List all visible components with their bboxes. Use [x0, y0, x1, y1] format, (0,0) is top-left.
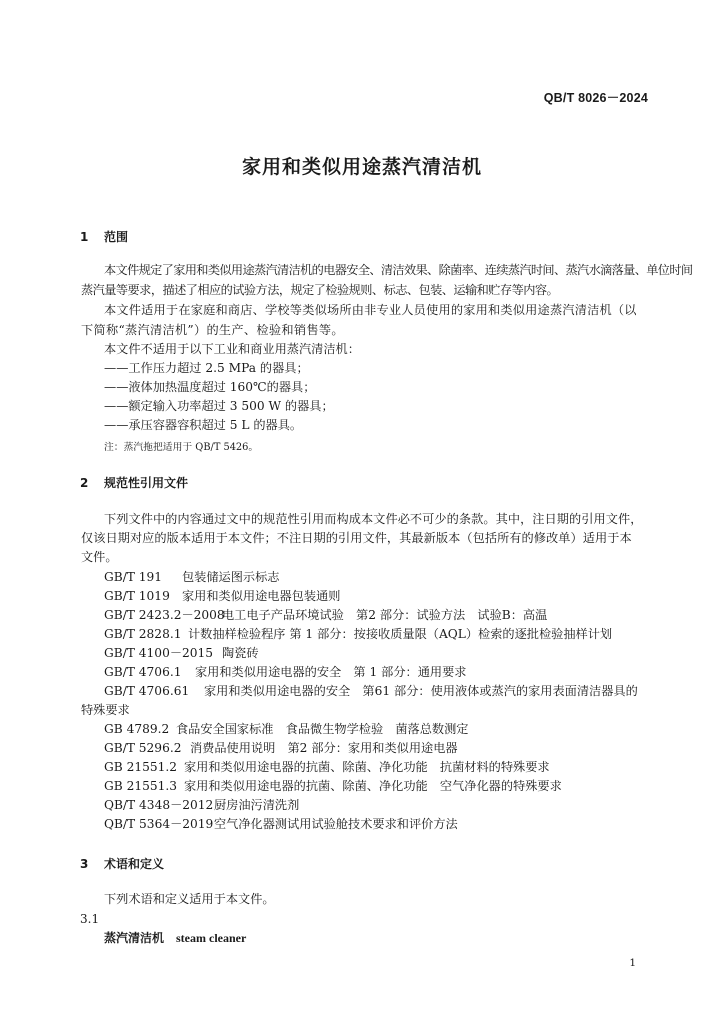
reference-item-continuation [81, 704, 130, 716]
reference-title: 计数抽样检验程序 第 1 部分：按接收质量限（AQL）检索的逐批检验抽样计划 [188, 627, 613, 641]
reference-code: GB 4789.2 [104, 722, 170, 736]
reference-item [104, 666, 466, 678]
reference-title: 厨房油污清洗剂 [214, 798, 300, 812]
section-2-heading [80, 474, 188, 491]
references-intro-line-1: 下列文件中的内容通过文中的规范性引用而构成本文件必不可少的条款。其中，注日期的引用文件， [104, 512, 643, 526]
term-chinese: 蒸汽清洁机 [104, 931, 165, 945]
term-entry [104, 929, 246, 946]
reference-code: GB/T 4706.1 [104, 665, 182, 679]
reference-title: 食品安全国家标准 食品微生物学检验 菌落总数测定 [176, 722, 469, 736]
section-title: 规范性引用文件 [104, 476, 189, 490]
reference-item [104, 685, 638, 697]
reference-item [104, 571, 280, 583]
references-intro-line-2: 仅该日期对应的版本适用于本文件；不注日期的引用文件，其最新版本（包括所有的修改单）适用于本 [81, 531, 632, 545]
reference-code: GB/T 2828.1 [104, 627, 182, 641]
reference-item [104, 761, 550, 773]
reference-title: 陶瓷砖 [222, 646, 259, 660]
reference-title: 家用和类似用途电器的安全 第 1 部分：通用要求 [195, 665, 467, 679]
reference-item [104, 780, 562, 792]
reference-code: GB 21551.2 [104, 760, 177, 774]
section-title: 术语和定义 [104, 857, 165, 871]
reference-title: 电工电子产品环境试验 第2 部分：试验方法 试验B：高温 [222, 608, 548, 622]
section-3-heading [80, 855, 164, 872]
reference-code: QB/T 5364－2019 [104, 817, 214, 831]
scope-paragraph-2-line-1: 本文件适用于在家庭和商店、学校等类似场所由非专业人员使用的家用和类似用途蒸汽清洁机（以 [104, 303, 637, 317]
exclusion-item: ——工作压力超过 2.5 MPa 的器具； [104, 361, 309, 375]
document-title: 家用和类似用途蒸汽清洁机 [241, 156, 482, 178]
exclusion-item: ——额定输入功率超过 3 500 W 的器具； [104, 399, 334, 413]
reference-item [104, 647, 259, 659]
reference-item [104, 628, 612, 640]
reference-item [104, 818, 458, 830]
reference-code: QB/T 4348－2012 [104, 798, 214, 812]
reference-code: GB/T 1019 [104, 589, 170, 603]
reference-title: 空气净化器测试用试验舱技术要求和评价方法 [214, 817, 458, 831]
scope-paragraph-3: 本文件不适用于以下工业和商业用蒸汽清洁机： [104, 342, 360, 356]
section-title: 范围 [104, 230, 129, 244]
scope-note: 注：蒸汽拖把适用于 QB/T 5426。 [104, 442, 259, 453]
reference-item [104, 742, 458, 754]
scope-paragraph-2-line-2: 下简称“蒸汽清洁机”）的生产、检验和销售等。 [81, 323, 344, 337]
scope-paragraph-1-line-1: 本文件规定了家用和类似用途蒸汽清洁机的电器安全、清洁效果、除菌率、连续蒸汽时间、蒸汽水滴落量、单位时间 [104, 263, 693, 277]
reference-title: 特殊要求 [81, 703, 130, 717]
reference-code: GB/T 4100－2015 [104, 646, 214, 660]
section-1-heading [80, 228, 128, 245]
reference-item [104, 590, 340, 602]
page-number: 1 [629, 957, 636, 969]
references-intro-line-3: 文件。 [81, 550, 118, 564]
reference-title: 消费品使用说明 第2 部分：家用和类似用途电器 [190, 741, 458, 755]
reference-title: 家用和类似用途电器包装通则 [182, 589, 341, 603]
term-english: steam cleaner [176, 931, 247, 945]
reference-title: 包装储运图示标志 [182, 570, 280, 584]
scope-paragraph-1-line-2: 蒸汽量等要求，描述了相应的试验方法，规定了检验规则、标志、包装、运输和贮存等内容。 [81, 283, 559, 297]
reference-code: GB/T 4706.61 [104, 684, 190, 698]
term-number: 3.1 [80, 912, 100, 926]
reference-title: 家用和类似用途电器的安全 第61 部分：使用液体或蒸汽的家用表面清洁器具的 [204, 684, 638, 698]
reference-code: GB/T 5296.2 [104, 741, 182, 755]
exclusion-item: ——承压容器容积超过 5 L 的器具。 [104, 418, 303, 432]
reference-code: GB 21551.3 [104, 779, 177, 793]
terms-intro: 下列术语和定义适用于本文件。 [104, 892, 275, 906]
reference-item [104, 799, 299, 811]
reference-code: GB/T 2423.2－2008 [104, 608, 225, 622]
section-number: 1 [80, 230, 89, 244]
reference-code: GB/T 191 [104, 570, 163, 584]
reference-item [104, 723, 469, 735]
reference-item [104, 609, 547, 621]
reference-title: 家用和类似用途电器的抗菌、除菌、净化功能 空气净化器的特殊要求 [184, 779, 562, 793]
section-number: 3 [80, 857, 89, 871]
reference-title: 家用和类似用途电器的抗菌、除菌、净化功能 抗菌材料的特殊要求 [184, 760, 550, 774]
exclusion-item: ——液体加热温度超过 160℃的器具； [104, 380, 316, 394]
section-number: 2 [80, 476, 89, 490]
standard-code: QB/T 8026－2024 [543, 91, 648, 105]
